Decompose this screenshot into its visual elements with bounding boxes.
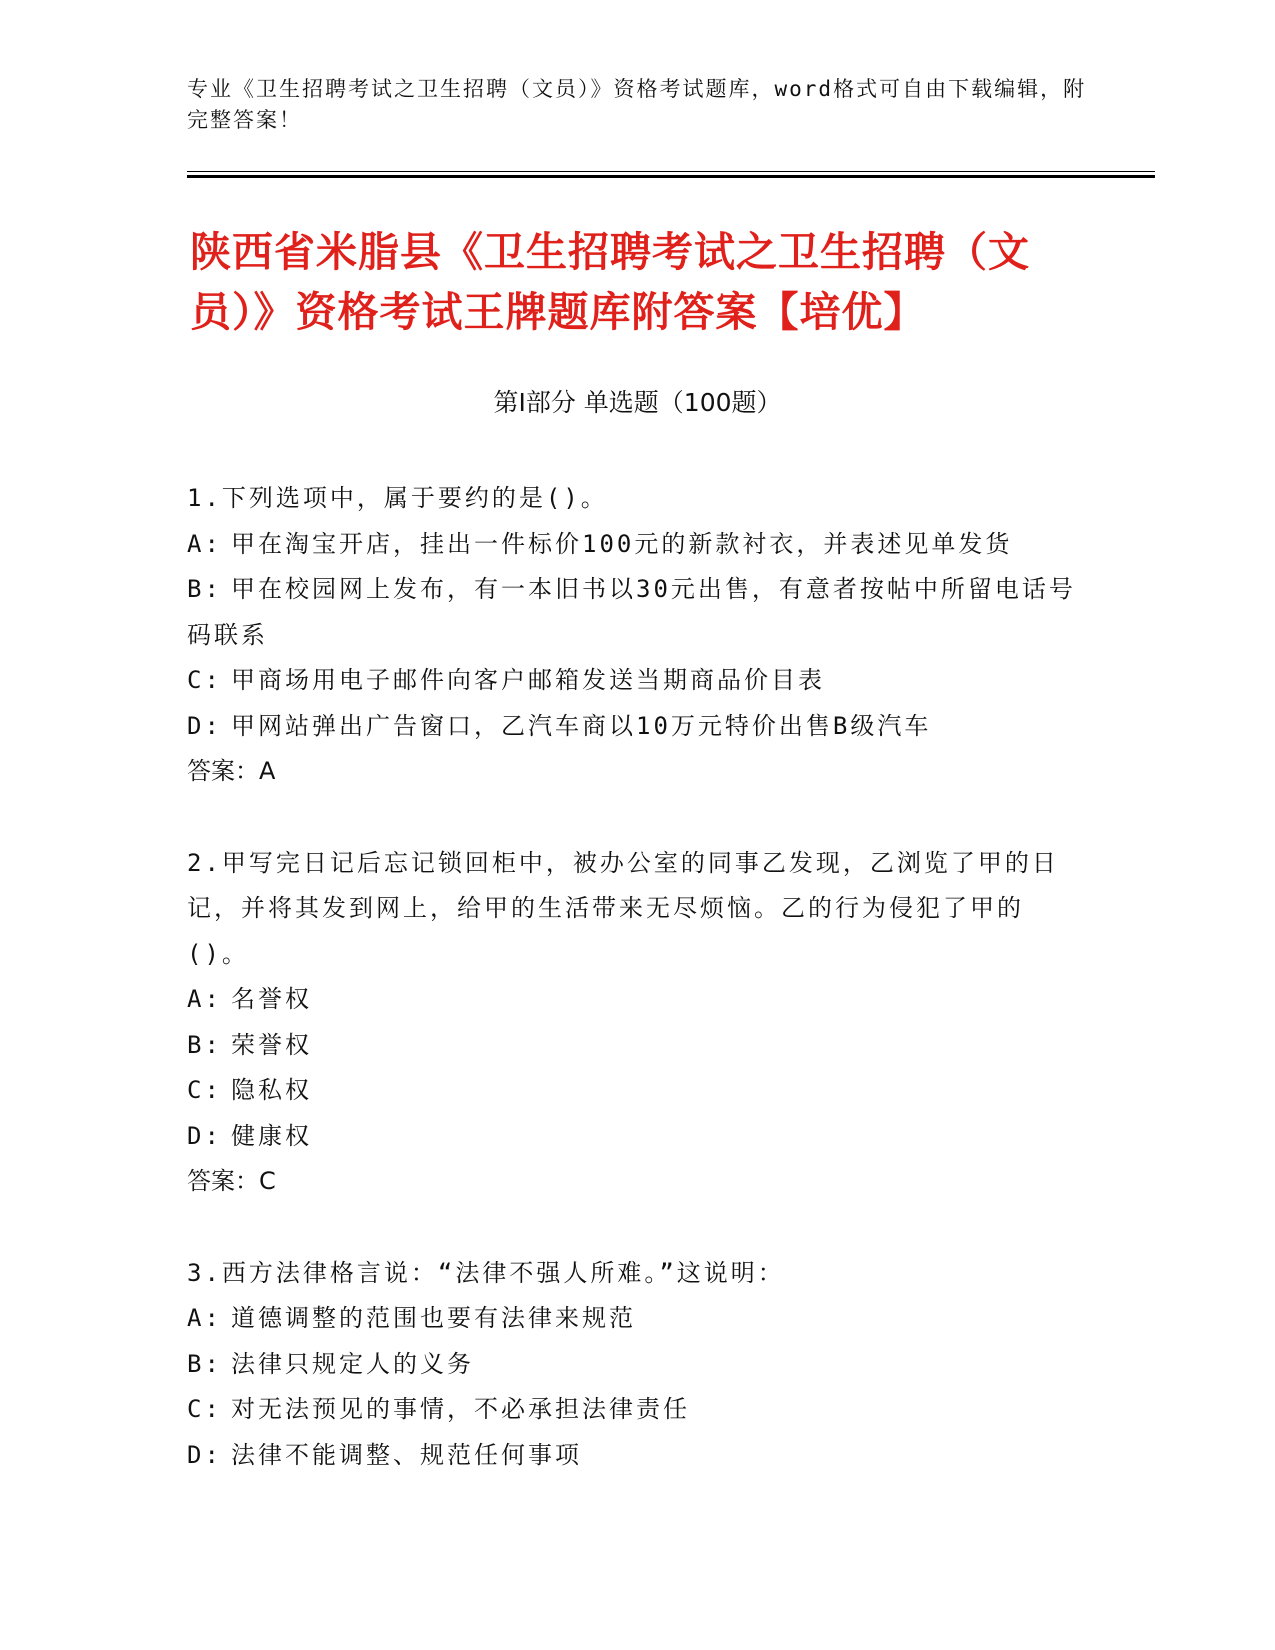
option-b — [187, 567, 1077, 658]
option-b — [187, 1023, 1077, 1069]
option-d — [187, 704, 1077, 750]
option-label: A: — [187, 985, 222, 1013]
option-text: 甲在淘宝开店，挂出一件标价100元的新款衬衣，并表述见单发货 — [231, 529, 1013, 558]
option-text: 隐私权 — [231, 1076, 312, 1104]
option-d — [187, 1433, 1077, 1479]
question-2 — [187, 841, 1077, 1205]
document-title: 陕西省米脂县《卫生招聘考试之卫生招聘（文员）》资格考试王牌题库附答案【培优】 — [190, 228, 1030, 336]
header-note: 专业《卫生招聘考试之卫生招聘（文员）》资格考试题库，word格式可自由下载编辑，附完整答案！ — [187, 77, 1087, 132]
option-label: D: — [187, 711, 222, 740]
answer-line: 答案：A — [187, 757, 276, 785]
question-3 — [187, 1251, 1077, 1479]
option-text: 法律不能调整、规范任何事项 — [231, 1440, 582, 1469]
option-a — [187, 977, 1077, 1023]
answer-line: 答案：C — [187, 1167, 276, 1195]
question-stem: 1.下列选项中，属于要约的是()。 — [187, 484, 608, 512]
option-label: C: — [187, 1076, 222, 1104]
section-title: 第Ⅰ部分 单选题（100题） — [493, 388, 782, 417]
option-label: C: — [187, 666, 222, 694]
option-d — [187, 1114, 1077, 1160]
option-label: D: — [187, 1121, 222, 1150]
option-c — [187, 658, 1077, 704]
option-text: 法律只规定人的义务 — [231, 1349, 474, 1378]
option-label: B: — [187, 1349, 222, 1378]
option-label: D: — [187, 1440, 222, 1469]
option-b — [187, 1342, 1077, 1388]
option-text: 甲在校园网上发布，有一本旧书以30元出售，有意者按帖中所留电话号码联系 — [187, 575, 1076, 649]
option-c — [187, 1068, 1077, 1114]
option-text: 甲网站弹出广告窗口，乙汽车商以10万元特价出售B级汽车 — [231, 711, 932, 740]
question-1 — [187, 476, 1077, 795]
option-label: C: — [187, 1395, 222, 1423]
option-label: B: — [187, 575, 222, 603]
option-text: 对无法预见的事情，不必承担法律责任 — [231, 1395, 690, 1423]
option-a — [187, 1296, 1077, 1342]
option-a — [187, 522, 1077, 568]
option-c — [187, 1387, 1077, 1433]
option-label: B: — [187, 1030, 222, 1059]
question-stem: 3.西方法律格言说：“法律不强人所难。”这说明： — [187, 1258, 785, 1287]
option-label: A: — [187, 529, 222, 558]
option-text: 名誉权 — [231, 985, 312, 1013]
option-text: 道德调整的范围也要有法律来规范 — [231, 1304, 636, 1332]
question-list — [187, 476, 1077, 1524]
option-text: 健康权 — [231, 1121, 312, 1150]
question-stem: 2.甲写完日记后忘记锁回柜中，被办公室的同事乙发现，乙浏览了甲的日记，并将其发到网上，给甲的生活带来无尽烦恼。乙的行为侵犯了甲的()。 — [187, 848, 1059, 968]
option-text: 甲商场用电子邮件向客户邮箱发送当期商品价目表 — [231, 666, 825, 694]
header-rule-thin — [187, 171, 1155, 172]
option-text: 荣誉权 — [231, 1030, 312, 1059]
option-label: A: — [187, 1304, 222, 1332]
header-rule-thick — [187, 175, 1155, 178]
